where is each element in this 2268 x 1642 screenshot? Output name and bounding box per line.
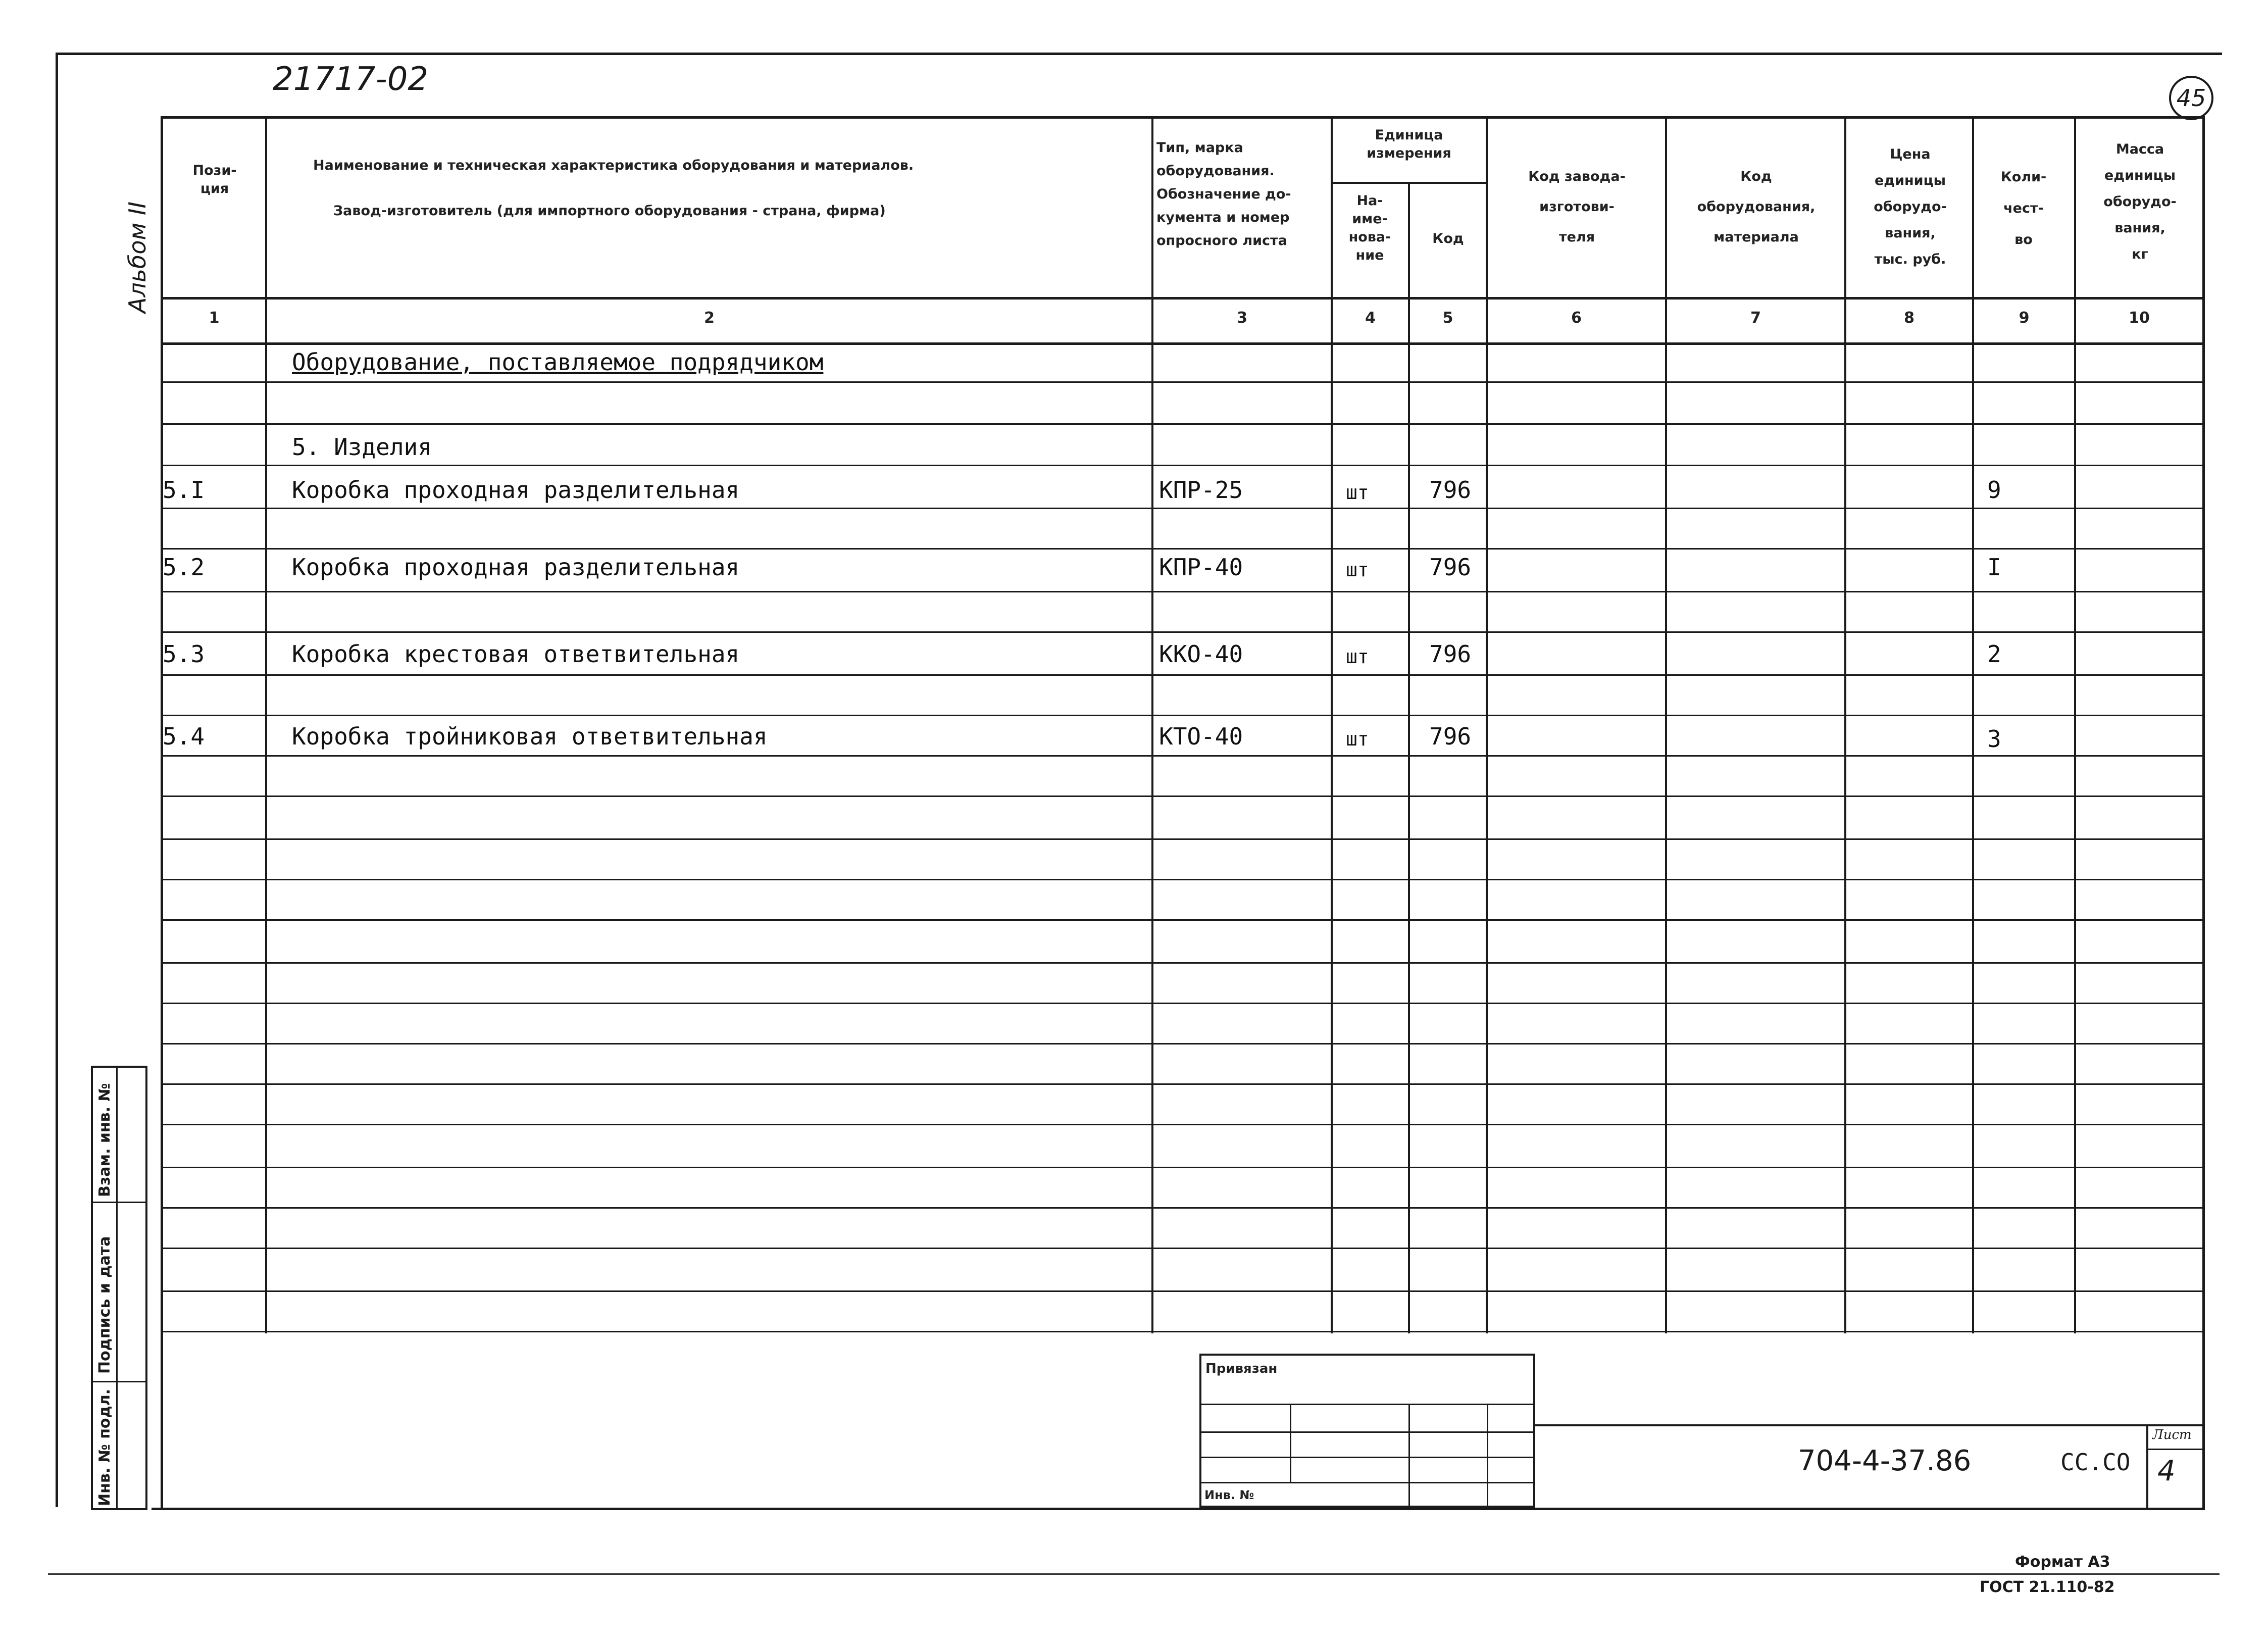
row-position: 5.2 <box>163 554 205 581</box>
stamp-hline-3 <box>1201 1457 1535 1458</box>
row-name: Коробка крестовая ответвительная <box>292 640 740 668</box>
side-stamp-inv-podl: Инв. № подл. <box>96 1388 114 1506</box>
section-title: Оборудование, поставляемое подрядчиком <box>292 349 824 376</box>
table-top <box>161 116 2205 119</box>
unit-group-divider <box>1331 182 1486 184</box>
row-unit: шт <box>1346 728 1369 750</box>
stamp-sheet-left <box>2146 1424 2148 1508</box>
stamp-code-top <box>1535 1424 2205 1426</box>
outer-top-border <box>56 53 2222 55</box>
row-unit: шт <box>1346 645 1369 668</box>
colnum-3: 3 <box>1237 309 1247 327</box>
row-position: 5.I <box>163 476 205 504</box>
row-quantity: 9 <box>1987 476 2001 504</box>
col-divider-1 <box>265 116 267 1333</box>
col-divider-4 <box>1408 182 1410 1333</box>
row-name: Коробка проходная разделительная <box>292 476 740 504</box>
table-row-rule <box>161 919 2205 921</box>
outer-left-border <box>56 53 58 1507</box>
header-manufacturer-code: Код завода- изготови- теля <box>1528 169 1626 245</box>
stamp-hline-1 <box>1201 1404 1535 1405</box>
row-code: 796 <box>1429 554 1472 581</box>
side-stamp-divider <box>116 1068 118 1508</box>
header-unit-name: На- име- нова- ние <box>1348 193 1391 263</box>
table-bottom <box>152 1508 2205 1510</box>
table-row-rule <box>161 423 2205 425</box>
table-row-rule <box>161 591 2205 592</box>
stamp-hline-4 <box>1201 1482 1535 1483</box>
gost-label: ГОСТ 21.110-82 <box>1980 1578 2115 1596</box>
header-quantity: Коли- чест- во <box>2000 169 2047 247</box>
colnum-4: 4 <box>1365 309 1376 327</box>
table-row-rule <box>161 631 2205 633</box>
side-stamp-vzam: Взам. инв. № <box>96 1083 114 1197</box>
table-row-rule <box>161 879 2205 880</box>
col-divider-6 <box>1665 116 1667 1333</box>
colnum-5: 5 <box>1442 309 1453 327</box>
header-type: Тип, марка оборудования. Обозначение до- кумента и номер опросного листа <box>1156 140 1291 248</box>
table-row-rule <box>161 381 2205 383</box>
row-name: Коробка тройниковая ответвительная <box>292 723 768 750</box>
subsection-title: 5. Изделия <box>292 433 432 461</box>
stamp-doc-code: 704-4-37.86 <box>1798 1445 1972 1477</box>
row-position: 5.4 <box>163 723 205 750</box>
header-unit-group: Единица измерения <box>1367 127 1451 161</box>
row-quantity: 2 <box>1987 640 2001 668</box>
col-divider-3 <box>1331 116 1333 1333</box>
header-unit-code: Код <box>1432 231 1464 246</box>
table-row-rule <box>161 1207 2205 1209</box>
table-row-rule <box>161 1083 2205 1085</box>
colnum-1: 1 <box>209 309 220 327</box>
colnum-7: 7 <box>1750 309 1761 327</box>
table-row-rule <box>161 548 2205 550</box>
stamp-sheet-number: 4 <box>2157 1455 2176 1487</box>
row-position: 5.3 <box>163 640 205 668</box>
outer-bottom-border <box>48 1573 2220 1575</box>
table-row-rule <box>161 1167 2205 1168</box>
privyazan-label: Привязан <box>1205 1361 1278 1376</box>
row-quantity: I <box>1987 554 2001 581</box>
header-equipment-code: Код оборудования, материала <box>1697 169 1816 245</box>
table-row-rule <box>161 1331 2205 1332</box>
table-row-rule <box>161 795 2205 797</box>
stamp-sheet-mid <box>2146 1449 2204 1450</box>
row-type: ККО-40 <box>1159 640 1243 668</box>
row-quantity: 3 <box>1987 725 2001 753</box>
row-code: 796 <box>1429 476 1472 504</box>
format-label: Формат А3 <box>2015 1553 2110 1571</box>
table-row-rule <box>161 755 2205 757</box>
row-type: КТО-40 <box>1159 723 1243 750</box>
table-row-rule <box>161 1290 2205 1292</box>
table-row-rule <box>161 674 2205 676</box>
header-price: Цена единицы оборудо- вания, тыс. руб. <box>1874 146 1947 267</box>
header-mass: Масса единицы оборудо- вания, кг <box>2103 141 2177 262</box>
table-row-rule <box>161 1124 2205 1125</box>
stamp-sheet-label: Лист <box>2152 1427 2192 1442</box>
inv-no-label: Инв. № <box>1204 1488 1254 1502</box>
table-row-rule <box>161 1248 2205 1249</box>
row-name: Коробка проходная разделительная <box>292 554 740 581</box>
row-unit: шт <box>1346 559 1369 581</box>
stamp-vline-1 <box>1290 1404 1291 1482</box>
album-label: Альбом II <box>124 202 151 313</box>
stamp-vline-2 <box>1408 1404 1410 1508</box>
table-row-rule <box>161 1003 2205 1004</box>
side-stamp-hline-1 <box>93 1202 145 1203</box>
table-row-rule <box>161 838 2205 840</box>
row-type: КПР-40 <box>1159 554 1243 581</box>
header-name-line1: Наименование и техническая характеристика оборудования и материалов. <box>313 158 914 173</box>
stamp-vline-3 <box>1487 1404 1488 1508</box>
col-divider-8 <box>1972 116 1974 1333</box>
table-row-rule <box>161 508 2205 509</box>
table-row-rule <box>161 465 2205 466</box>
header-position: Пози- ция <box>192 163 237 196</box>
stamp-hline-2 <box>1201 1431 1535 1433</box>
side-stamp-hline-2 <box>93 1381 145 1382</box>
table-row-rule <box>161 1043 2205 1044</box>
row-type: КПР-25 <box>1159 476 1243 504</box>
page-number-circle: 45 <box>2169 76 2213 120</box>
table-right <box>2202 116 2205 1510</box>
colnum-8: 8 <box>1904 309 1914 327</box>
col-divider-5 <box>1486 116 1488 1333</box>
table-row-rule <box>161 962 2205 964</box>
colnum-bottom-line <box>161 342 2205 345</box>
colnum-2: 2 <box>704 309 715 327</box>
row-unit: шт <box>1346 481 1369 504</box>
colnum-10: 10 <box>2129 309 2150 327</box>
colnum-6: 6 <box>1571 309 1582 327</box>
colnum-9: 9 <box>2019 309 2030 327</box>
stamp-sheet-code: СС.СО <box>2060 1449 2131 1476</box>
document-number-handwritten: 21717-02 <box>273 61 429 98</box>
col-divider-2 <box>1151 116 1153 1333</box>
table-row-rule <box>161 715 2205 716</box>
side-stamp-podpis: Подпись и дата <box>96 1236 114 1374</box>
row-code: 796 <box>1429 640 1472 668</box>
row-code: 796 <box>1429 723 1472 750</box>
header-bottom-line <box>161 297 2205 300</box>
col-divider-7 <box>1844 116 1846 1333</box>
col-divider-9 <box>2074 116 2076 1333</box>
privyazan-box <box>1199 1354 1535 1508</box>
header-name-line2: Завод-изготовитель (для импортного оборудования - страна, фирма) <box>333 203 886 219</box>
